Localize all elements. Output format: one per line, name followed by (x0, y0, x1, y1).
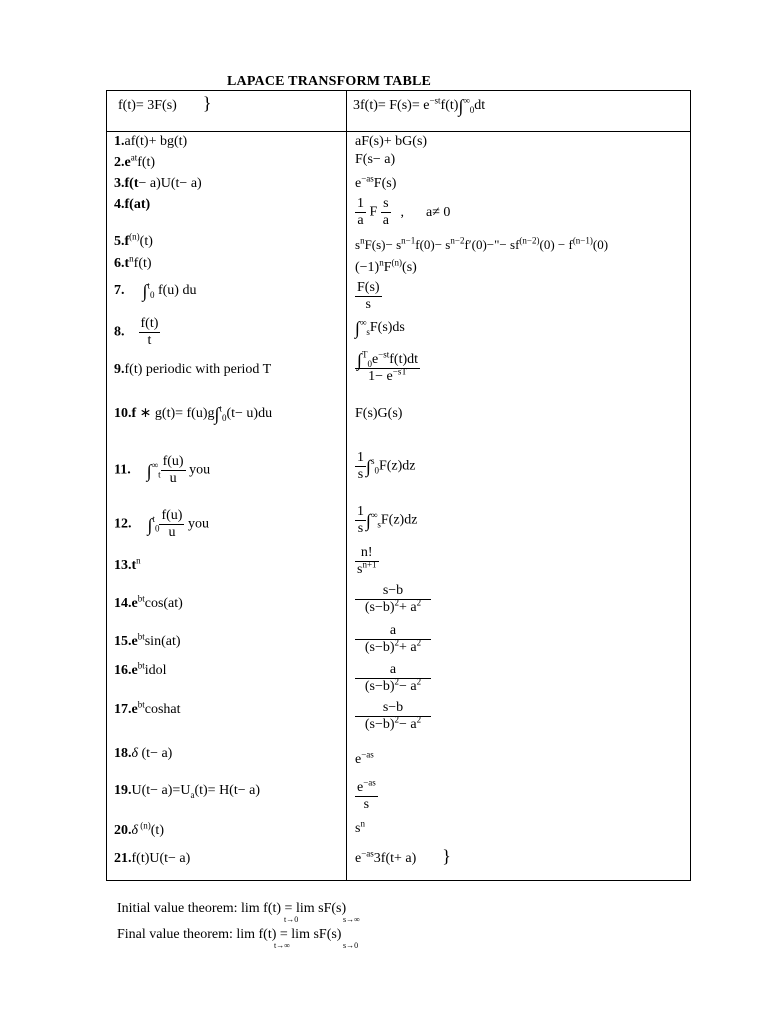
page-title: LAPACE TRANSFORM TABLE (227, 74, 432, 89)
table-row: 10.f ∗ g(t)= f(u)g∫$^t_0$(t− u)du (114, 403, 273, 424)
table-row: $2.e^{at}f(t)$ (114, 152, 156, 170)
table-row: 4.f(at) (114, 197, 151, 212)
table-row-result: $e^{-as}$ (355, 749, 374, 767)
header-divider (106, 131, 691, 132)
table-row-result: $(-1)^nF^{(n)}(s)$ (355, 257, 417, 275)
table-row: 20.δ $^{(n)}$(t) (114, 820, 164, 838)
final-value-theorem: Final value theorem: lim f(t) = lim sF(s) t→∞ s→0 (117, 927, 359, 950)
table-row-result: $\frac{a}{(s-b)^2+ a^2}$ (355, 623, 431, 656)
table-row: $16.e^{bt}idol$ (114, 660, 167, 678)
table-row: $19.U(t- a)=U_a(t)= H(t- a)$ (114, 783, 260, 800)
column-divider (346, 90, 347, 881)
table-row-result: $\frac{n!}{s^{n+1}}$ (357, 545, 377, 577)
table-row-result: $s^n$ (355, 818, 365, 836)
table-row-result: $\int^\infty_sF(s)ds$ (355, 317, 405, 338)
table-row-result: $\frac{1}{s}$ $\int^\infty_sF(z)dz$ (357, 504, 418, 536)
table-row-result: $e^{-as}3f(t+ a)$ } (355, 846, 451, 866)
table-row-result: $\frac{s-b}{(s-b)^2+ a^2}$ (355, 583, 431, 616)
table-row-result: $\frac{a}{(s-b)^2- a^2}$ (355, 662, 431, 695)
table-row: 12. ∫$^t_0$ $\frac{f(u)}{u}$ you (114, 508, 209, 540)
table-row: 8. $\frac{f(t)}{t}$ (114, 316, 159, 348)
table-row-result: F(s)G(s) (355, 406, 403, 421)
table-row: $5.f^{(n)}(t)$ (114, 231, 153, 249)
initial-value-theorem: Initial value theorem: lim f(t) = lim sF(s) t→0 s→∞ (117, 901, 360, 924)
table-row-result: $\frac{1}{a}$ F $\frac{s}{a}$ , a≠ 0 (357, 196, 451, 228)
table-row: $15.e^{bt}\sin(at)$ (114, 631, 181, 649)
table-row: $6.t^nf(t)$ (114, 253, 152, 271)
table-row: 3.f(t− a)U(t− a) (114, 176, 202, 191)
table-row-result: $e^{-as}F(s)$ (355, 173, 397, 191)
table-row-result: $\frac{e^{-as}}{s}$ (357, 777, 376, 812)
header-right: $3f(t)= F(s)= e^{-st}f(t)\int^\infty_0dt$ (353, 95, 486, 116)
table-row: 7. ∫$^t_0$ f(u) du (114, 280, 197, 301)
table-row: 1.af(t)+ bg(t) (114, 134, 188, 149)
table-row: $14.e^{bt}\cos(at)$ (114, 593, 183, 611)
table-row-result: $\frac{1}{s}$ ∫$^s_0$F(z)dz (357, 450, 416, 482)
table-row-result: $\frac{s-b}{(s-b)^2- a^2}$ (355, 700, 431, 733)
table-row-result: $\frac{F(s)}{s}$ (357, 280, 380, 312)
table-row-result: $\frac{\int^T_0e^{-st}f(t)dt}{1- e^{-sT}}$ (357, 349, 419, 385)
table-row: 18.δ (t− a) (114, 746, 173, 761)
header-left: f(t)= 3F(s) } (118, 93, 212, 113)
table-row-result: $s^nF(s)- s^{n-1}f(0)-$ $s^{n-2}f'(0)-"- sf^{(n-2)}(0) - f^{(n-1)}(0)$ (355, 235, 609, 252)
table-row: $17.e^{bt}coshat$ (114, 699, 181, 717)
table-row-result: aF(s)+ bG(s) (355, 134, 428, 149)
table-row: 9.f(t) periodic with period T (114, 362, 272, 377)
table-row-result: F(s− a) (355, 152, 396, 167)
table-row: $13.t^n$ (114, 555, 141, 573)
table-row: 11. $\int^\infty_t$ $\frac{f(u)}{u}$ you (114, 454, 211, 486)
table-row: 21.f(t)U(t− a) (114, 851, 191, 866)
